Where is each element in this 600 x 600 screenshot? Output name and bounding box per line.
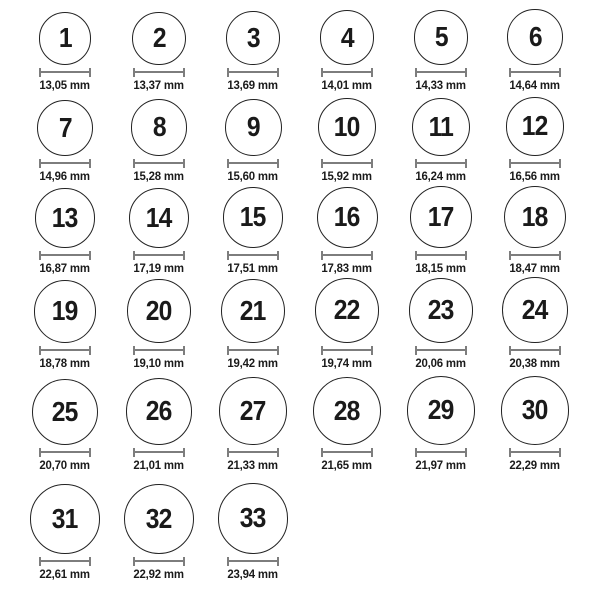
ring-circle <box>226 11 280 65</box>
ring-circle <box>221 279 285 343</box>
ring-size-cell <box>18 280 112 370</box>
ring-size-cell <box>112 279 206 370</box>
ring-circle <box>414 10 469 65</box>
ring-circle <box>129 188 189 248</box>
diameter-label: 16,56 mm <box>509 168 561 183</box>
ring-size-number: 26 <box>146 395 172 427</box>
diameter-label: 18,78 mm <box>39 355 91 370</box>
ring-size-number: 8 <box>152 111 166 143</box>
ring-circle <box>223 187 283 247</box>
ring-circle <box>502 277 568 343</box>
diameter-label: 13,69 mm <box>227 77 279 92</box>
diameter-label: 19,74 mm <box>321 355 373 370</box>
ring-circle <box>507 9 562 64</box>
ring-size-cell <box>18 12 112 92</box>
ring-size-cell <box>488 186 582 275</box>
ring-size-number: 1 <box>58 22 72 54</box>
ring-size-number: 14 <box>146 201 172 233</box>
ring-circle <box>407 376 475 444</box>
ring-size-cell <box>112 99 206 183</box>
diameter-label: 20,06 mm <box>415 355 467 370</box>
diameter-label: 15,28 mm <box>133 168 185 183</box>
diameter-label: 21,97 mm <box>415 457 467 472</box>
ring-size-cell <box>112 378 206 472</box>
diameter-dimension-line <box>133 68 185 77</box>
diameter-dimension-line <box>39 68 91 77</box>
ring-size-cell <box>394 186 488 275</box>
ring-size-number: 24 <box>522 293 548 325</box>
diameter-dimension-line <box>415 251 467 260</box>
ring-size-cell <box>18 484 112 581</box>
diameter-label: 20,38 mm <box>509 355 561 370</box>
ring-circle <box>32 379 98 445</box>
diameter-dimension-line <box>39 251 91 260</box>
diameter-label: 17,83 mm <box>321 260 373 275</box>
ring-circle <box>30 484 100 554</box>
diameter-label: 20,70 mm <box>39 457 91 472</box>
ring-size-number: 6 <box>528 20 542 52</box>
diameter-dimension-line <box>509 159 561 168</box>
ring-circle <box>313 377 381 445</box>
ring-size-number: 30 <box>522 394 548 426</box>
chart-row <box>0 4 600 92</box>
ring-size-number: 12 <box>522 110 548 142</box>
ring-size-number: 29 <box>428 394 454 426</box>
ring-circle <box>225 99 282 156</box>
ring-size-number: 15 <box>240 201 266 233</box>
ring-circle <box>132 12 185 65</box>
ring-circle <box>320 10 374 64</box>
ring-size-cell <box>18 379 112 472</box>
diameter-label: 23,94 mm <box>227 566 279 581</box>
diameter-dimension-line <box>133 346 185 355</box>
chart-row <box>0 275 600 370</box>
diameter-label: 15,60 mm <box>227 168 279 183</box>
diameter-dimension-line <box>227 251 279 260</box>
ring-size-cell <box>206 11 300 92</box>
ring-circle <box>412 98 470 156</box>
ring-size-cell <box>18 100 112 183</box>
ring-size-cell <box>18 188 112 275</box>
ring-circle <box>506 97 565 156</box>
ring-size-number: 22 <box>334 294 360 326</box>
diameter-label: 16,87 mm <box>39 260 91 275</box>
diameter-label: 15,92 mm <box>321 168 373 183</box>
ring-size-number: 10 <box>334 110 360 142</box>
ring-size-number: 16 <box>334 201 360 233</box>
diameter-dimension-line <box>39 346 91 355</box>
diameter-dimension-line <box>509 251 561 260</box>
diameter-label: 17,19 mm <box>133 260 185 275</box>
ring-circle <box>409 278 474 343</box>
diameter-label: 19,10 mm <box>133 355 185 370</box>
diameter-label: 16,24 mm <box>415 168 467 183</box>
diameter-label: 18,47 mm <box>509 260 561 275</box>
ring-size-cell <box>394 376 488 472</box>
diameter-dimension-line <box>321 346 373 355</box>
diameter-dimension-line <box>415 448 467 457</box>
diameter-dimension-line <box>39 557 91 566</box>
ring-size-cell <box>300 278 394 370</box>
ring-size-cell <box>488 277 582 370</box>
ring-size-number: 17 <box>428 200 454 232</box>
diameter-label: 19,42 mm <box>227 355 279 370</box>
ring-size-number: 7 <box>58 111 72 143</box>
diameter-dimension-line <box>321 68 373 77</box>
diameter-label: 14,96 mm <box>39 168 91 183</box>
ring-size-number: 18 <box>522 200 548 232</box>
diameter-label: 18,15 mm <box>415 260 467 275</box>
ring-size-number: 27 <box>240 395 266 427</box>
diameter-dimension-line <box>133 448 185 457</box>
ring-size-number: 19 <box>52 295 78 327</box>
diameter-dimension-line <box>321 251 373 260</box>
ring-size-number: 20 <box>146 295 172 327</box>
ring-circle <box>504 186 566 248</box>
chart-row <box>0 92 600 183</box>
ring-circle <box>131 99 188 156</box>
ring-circle <box>124 484 194 554</box>
diameter-dimension-line <box>415 68 467 77</box>
ring-circle <box>410 186 472 248</box>
ring-size-cell <box>206 377 300 472</box>
ring-circle <box>315 278 379 342</box>
diameter-label: 14,64 mm <box>509 77 561 92</box>
diameter-label: 13,37 mm <box>133 77 185 92</box>
diameter-dimension-line <box>133 557 185 566</box>
diameter-label: 17,51 mm <box>227 260 279 275</box>
ring-circle <box>501 376 570 445</box>
diameter-label: 14,01 mm <box>321 77 373 92</box>
ring-circle <box>37 100 93 156</box>
ring-size-cell <box>112 188 206 275</box>
ring-size-number: 3 <box>246 21 260 53</box>
ring-size-cell <box>206 187 300 275</box>
ring-size-number: 13 <box>52 201 78 233</box>
diameter-label: 13,05 mm <box>39 77 91 92</box>
diameter-label: 21,33 mm <box>227 457 279 472</box>
ring-size-cell <box>206 279 300 370</box>
ring-circle <box>218 483 289 554</box>
diameter-dimension-line <box>227 68 279 77</box>
ring-size-cell <box>206 99 300 183</box>
ring-size-number: 9 <box>246 111 260 143</box>
ring-circle <box>318 98 376 156</box>
ring-circle <box>126 378 193 445</box>
ring-circle <box>317 187 378 248</box>
ring-size-number: 5 <box>434 21 448 53</box>
diameter-dimension-line <box>227 557 279 566</box>
ring-size-number: 11 <box>428 110 454 142</box>
chart-row <box>0 183 600 275</box>
ring-size-number: 4 <box>340 21 354 53</box>
diameter-dimension-line <box>133 251 185 260</box>
ring-size-cell <box>300 377 394 472</box>
ring-size-number: 21 <box>240 294 266 326</box>
ring-size-cell <box>112 12 206 92</box>
diameter-label: 22,29 mm <box>509 457 561 472</box>
ring-size-number: 32 <box>146 502 172 534</box>
ring-size-cell <box>394 278 488 370</box>
ring-size-cell <box>112 484 206 581</box>
diameter-label: 21,01 mm <box>133 457 185 472</box>
diameter-dimension-line <box>39 448 91 457</box>
ring-circle <box>219 377 286 444</box>
diameter-label: 21,65 mm <box>321 457 373 472</box>
ring-circle <box>34 280 97 343</box>
ring-circle <box>39 12 92 65</box>
diameter-label: 22,61 mm <box>39 566 91 581</box>
diameter-dimension-line <box>227 448 279 457</box>
ring-size-cell <box>300 98 394 183</box>
ring-size-number: 23 <box>428 294 454 326</box>
ring-size-cell <box>300 187 394 275</box>
diameter-dimension-line <box>133 159 185 168</box>
ring-size-cell <box>488 9 582 92</box>
ring-size-cell <box>300 10 394 92</box>
ring-size-number: 31 <box>52 502 78 534</box>
diameter-dimension-line <box>509 68 561 77</box>
ring-size-cell <box>394 10 488 92</box>
ring-size-cell <box>488 376 582 472</box>
diameter-label: 14,33 mm <box>415 77 467 92</box>
diameter-dimension-line <box>321 448 373 457</box>
diameter-dimension-line <box>509 346 561 355</box>
ring-size-number: 33 <box>240 502 266 534</box>
chart-row <box>0 370 600 472</box>
chart-row <box>0 472 600 581</box>
ring-circle <box>35 188 94 247</box>
ring-size-number: 28 <box>334 394 360 426</box>
ring-size-number: 2 <box>152 22 166 54</box>
ring-size-cell <box>394 98 488 183</box>
diameter-dimension-line <box>39 159 91 168</box>
diameter-dimension-line <box>509 448 561 457</box>
ring-size-number: 25 <box>52 395 78 427</box>
diameter-dimension-line <box>227 159 279 168</box>
ring-circle <box>127 279 190 342</box>
diameter-dimension-line <box>415 159 467 168</box>
diameter-label: 22,92 mm <box>133 566 185 581</box>
ring-size-cell <box>206 483 300 581</box>
diameter-dimension-line <box>321 159 373 168</box>
diameter-dimension-line <box>227 346 279 355</box>
ring-size-cell <box>488 97 582 183</box>
diameter-dimension-line <box>415 346 467 355</box>
